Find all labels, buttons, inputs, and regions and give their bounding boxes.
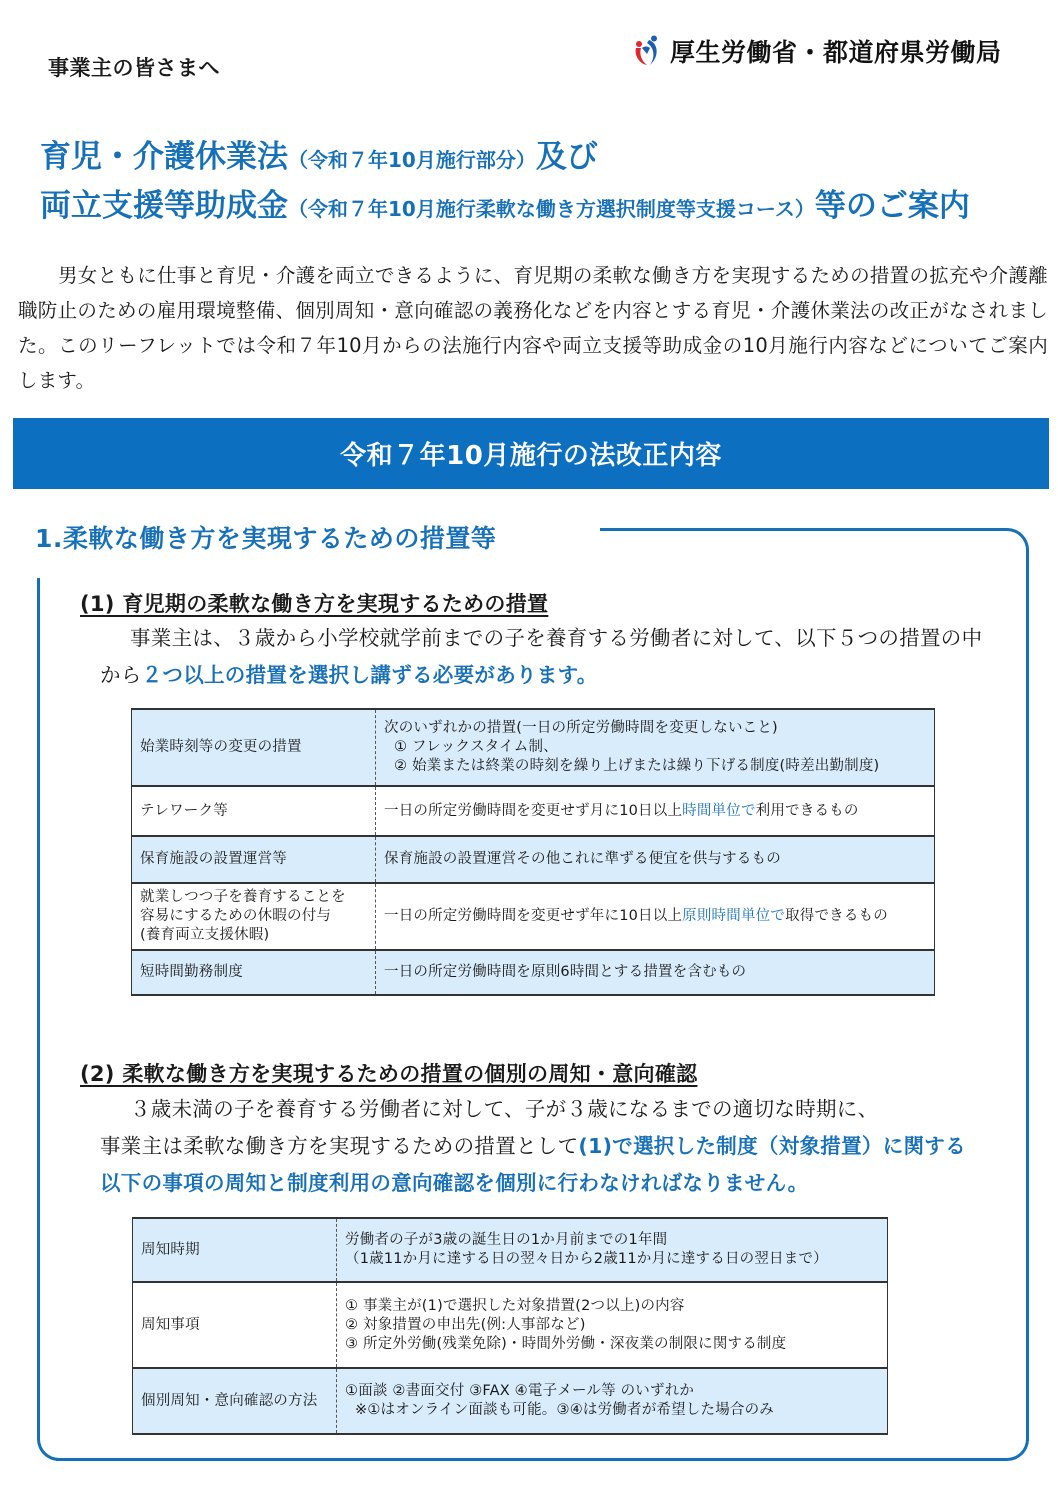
subsection-1-text-plain: 事業主は、３歳から小学校就学前までの子を養育する労働者に対して、以下５つの措置の中から [100,626,983,687]
detail-line: 次のいずれかの措置(一日の所定労働時間を変更しないこと) [384,720,778,736]
subsection-1-text [100,620,1000,694]
subsection-2-text-plain: 事業主は柔軟な働き方を実現するための措置として [100,1134,579,1158]
measures-table [131,708,935,996]
frame-border-top [600,528,1029,552]
detail-line: ※①はオンライン面談も可能。③④は労働者が希望した場合のみ [355,1402,775,1418]
frame-border-left [37,578,59,1461]
measure-detail [376,786,935,836]
detail-text: 一日の所定労働時間を変更せず年に10日以上 [384,908,683,924]
section-1-heading: 1.柔軟な働き方を実現するための措置等 [35,519,506,555]
subsection-1-heading: (1) 育児期の柔軟な働き方を実現するための措置 [80,592,549,616]
title-law-paren: （令和７年10月施行部分） [288,148,536,172]
mhlw-logo-icon [630,34,664,68]
addressee: 事業主の皆さまへ [48,56,220,80]
detail-line: ② 始業または終業の時刻を繰り上げまたは繰り下げる制度(時差出勤制度) [394,758,880,774]
title-subsidy-paren: （令和７年10月施行柔軟な働き方選択制度等支援コース） [288,197,815,221]
subsection-2-heading: (2) 柔軟な働き方を実現するための措置の個別の周知・意向確認 [80,1062,698,1086]
organization-name: 厚生労働省・都道府県労働局 [670,38,1002,67]
detail-line: 労働者の子が3歳の誕生日の1か月前までの1年間 [345,1232,668,1248]
table-row [132,786,935,836]
subsection-2-text-highlight: (1)で選択した制度（対象措置）に関する以下の事項の周知と制度利用の意向確認を個別に行わなければなりません。 [100,1134,966,1195]
table-row [132,836,935,883]
measure-name-line: 就業しつつ子を養育することを [140,889,346,905]
detail-line: ① 事業主が(1)で選択した対象措置(2つ以上)の内容 [345,1297,685,1314]
table-row [133,1218,888,1282]
detail-text: 取得できるもの [785,908,888,924]
measure-detail: 保育施設の設置運営その他これに準ずる便宜を供与するもの [376,836,935,883]
title-conjunction: 及び [535,139,598,175]
detail-highlight: 原則時間単位で [682,908,786,924]
title-line-1 [40,135,970,184]
organization-header [630,33,1002,69]
detail-text: 一日の所定労働時間を変更せず月に10日以上 [384,802,683,819]
measure-detail: 一日の所定労働時間を原則6時間とする措置を含むもの [376,950,935,995]
measure-name: テレワーク等 [132,786,376,836]
detail-line: ② 対象措置の申出先(例:人事部など) [345,1316,586,1333]
notice-detail [337,1218,888,1282]
notification-table [132,1217,888,1435]
section-banner: 令和７年10月施行の法改正内容 [13,418,1049,489]
detail-line: ① フレックスタイム制、 [394,739,558,755]
measure-name-line: 容易にするための休暇の付与 [140,908,332,924]
table-row [133,1282,888,1368]
notice-item: 周知時期 [133,1218,337,1282]
table-row [133,1368,888,1434]
measure-detail [376,709,935,786]
measure-name: 始業時刻等の変更の措置 [132,709,376,786]
title-line-2 [40,184,970,233]
table-row [132,950,935,995]
table-row [132,883,935,950]
table-row [132,709,935,786]
notice-detail [337,1368,888,1434]
title-subsidy-name: 両立支援等助成金 [40,188,288,224]
frame-border-right [1026,548,1029,1441]
measure-detail [376,883,935,950]
page-title [40,135,970,233]
frame-border-bottom [56,1458,1006,1461]
measure-name: 短時間勤務制度 [132,950,376,995]
notice-item: 個別周知・意向確認の方法 [133,1368,337,1434]
title-guide: 等のご案内 [814,188,970,224]
detail-highlight: 時間単位で [682,802,756,819]
subsection-2-text [100,1091,980,1202]
detail-line: ①面談 ②書面交付 ③FAX ④電子メール等 のいずれか [345,1383,695,1399]
title-law-name: 育児・介護休業法 [40,139,288,175]
subsection-2-text-line1: ３歳未満の子を養育する労働者に対して、子が３歳になるまでの適切な時期に、 [130,1097,879,1121]
intro-paragraph: 男女ともに仕事と育児・介護を両立できるように、育児期の柔軟な働き方を実現するための措置の拡充や介護離職防止のための雇用環境整備、個別周知・意向確認の義務化などを内容とする育児・介護休業法の改正がなされました。このリーフレットでは令和７年10月からの法施行内容や両立支援等助成金の10月施行内容などについてご案内します。 [18,264,1048,392]
detail-text: 利用できるもの [755,802,859,819]
measure-name [132,883,376,950]
detail-line: （1歳11か月に達する日の翌々日から2歳11か月に達する日の翌日まで） [345,1251,828,1267]
subsection-1-text-highlight: ２つ以上の措置を選択し講ずる必要があります。 [141,663,598,687]
frame-corner-bottom-right [1004,1439,1029,1461]
notice-detail [337,1282,888,1368]
measure-name-line: (養育両立支援休暇) [140,927,270,943]
measure-name: 保育施設の設置運営等 [132,836,376,883]
notice-item: 周知事項 [133,1282,337,1368]
detail-line: ③ 所定外労働(残業免除)・時間外労働・深夜業の制限に関する制度 [345,1335,787,1352]
